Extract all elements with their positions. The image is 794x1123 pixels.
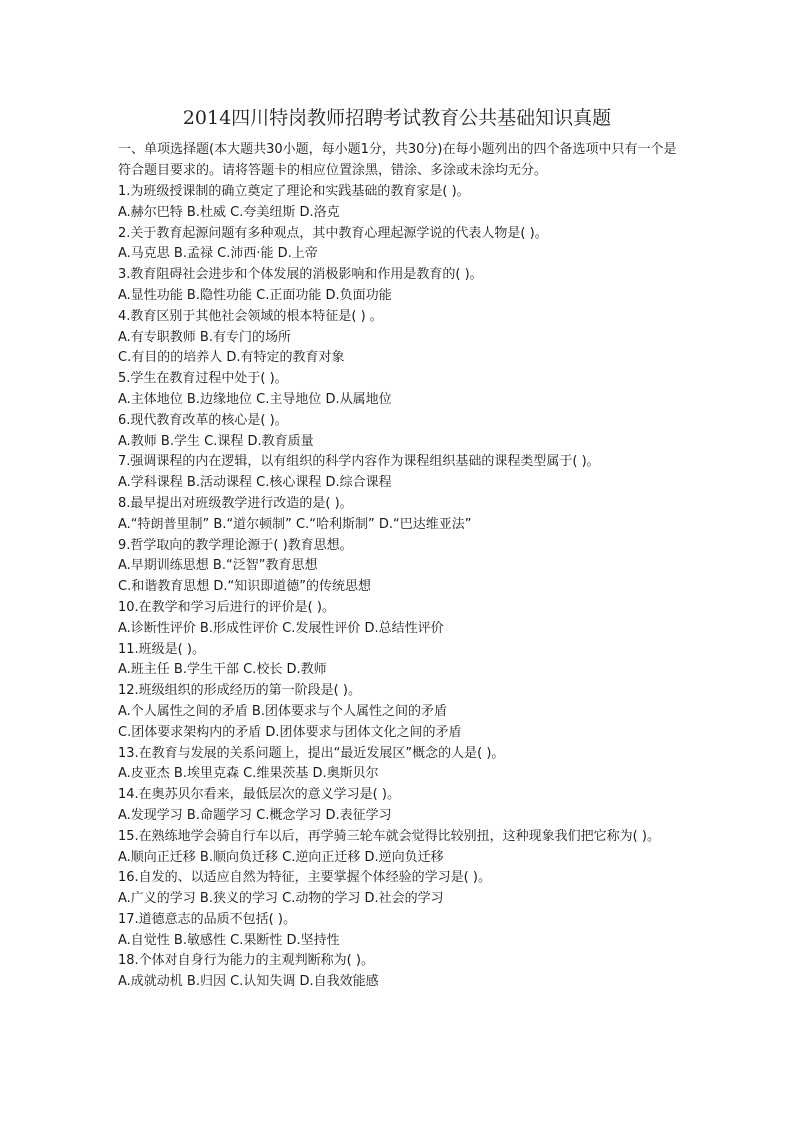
- question-item: [118, 785, 684, 827]
- question-item: [118, 452, 684, 494]
- question-item: [118, 265, 684, 307]
- question-item: [118, 494, 684, 536]
- question-stem: 3.教育阻碍社会进步和个体发展的消极影响和作用是教育的( )。: [118, 267, 483, 283]
- question-item: [118, 369, 684, 411]
- question-stem: 1.为班级授课制的确立奠定了理论和实践基础的教育家是( )。: [118, 184, 470, 199]
- question-stem: 8.最早提出对班级教学进行改造的是( )。: [118, 495, 353, 511]
- answer-options: A.顺向正迁移 B.顺向负迁移 C.逆向正迁移 D.逆向负迁移: [118, 849, 444, 865]
- question-item: [118, 951, 684, 993]
- question-item: [118, 598, 684, 640]
- document-title: 2014四川特岗教师招聘考试教育公共基础知识真题: [182, 107, 612, 129]
- answer-options: C.团体要求架构内的矛盾 D.团体要求与团体文化之间的矛盾: [118, 724, 462, 740]
- question-item: [118, 827, 684, 869]
- question-stem: 17.道德意志的品质不包括( )。: [118, 911, 296, 927]
- answer-options: A.“特朗普里制” B.“道尔顿制” C.“哈利斯制” D.“巴达维亚法”: [118, 516, 472, 532]
- answer-options: A.诊断性评价 B.形成性评价 C.发展性评价 D.总结性评价: [118, 620, 444, 636]
- answer-options: A.教师 B.学生 C.课程 D.教育质量: [118, 433, 314, 449]
- question-item: [118, 182, 684, 224]
- question-item: [118, 640, 684, 682]
- question-item: [118, 307, 684, 369]
- question-item: [118, 744, 684, 786]
- question-item: [118, 536, 684, 598]
- answer-options: A.早期训练思想 B.“泛智”教育思想: [118, 558, 318, 574]
- answer-options: A.班主任 B.学生干部 C.校长 D.教师: [118, 662, 327, 678]
- question-stem: 15.在熟练地学会骑自行车以后，再学骑三轮车就会觉得比较别扭，这种现象我们把它称为( )。: [118, 828, 660, 844]
- answer-options: A.学科课程 B.活动课程 C.核心课程 D.综合课程: [118, 475, 392, 491]
- answer-options: C.和谐教育思想 D.“知识即道德”的传统思想: [118, 579, 371, 595]
- answer-options: A.自觉性 B.敏感性 C.果断性 D.坚持性: [118, 932, 340, 948]
- question-stem: 9.哲学取向的教学理论源于( )教育思想。: [118, 537, 353, 553]
- question-item: [118, 411, 684, 453]
- answer-options: A.成就动机 B.归因 C.认知失调 D.自我效能感: [118, 974, 379, 990]
- answer-options: A.发现学习 B.命题学习 C.概念学习 D.表征学习: [118, 807, 392, 823]
- question-item: [118, 224, 684, 266]
- answer-options: A.马克思 B.孟禄 C.沛西·能 D.上帝: [118, 246, 318, 262]
- question-item: [118, 681, 684, 743]
- answer-options: A.主体地位 B.边缘地位 C.主导地位 D.从属地位: [118, 391, 392, 407]
- question-stem: 5.学生在教育过程中处于( )。: [118, 371, 288, 387]
- question-stem: 18.个体对自身行为能力的主观判断称为( )。: [118, 953, 374, 969]
- question-stem: 11.班级是( )。: [118, 641, 205, 657]
- question-list: [118, 182, 684, 993]
- question-stem: 4.教育区别于其他社会领域的根本特征是( ) 。: [118, 308, 383, 324]
- question-stem: 14.在奥苏贝尔看来，最低层次的意义学习是( )。: [118, 787, 400, 803]
- answer-options: A.显性功能 B.隐性功能 C.正面功能 D.负面功能: [118, 287, 392, 303]
- question-stem: 16.自发的、以适应自然为特征，主要掌握个体经验的学习是( )。: [118, 870, 491, 886]
- question-item: [118, 868, 684, 910]
- question-stem: 10.在教学和学习后进行的评价是( )。: [118, 599, 335, 615]
- question-stem: 7.强调课程的内在逻辑，以有组织的科学内容作为课程组织基础的课程类型属于( )。: [118, 454, 600, 470]
- answer-options: A.赫尔巴特 B.杜威 C.夸美纽斯 D.洛克: [118, 204, 340, 220]
- section-instructions: 一、单项选择题(本大题共30小题，每小题1分，共30分)在每小题列出的四个备选项中只有一个是符合题目要求的。请将答题卡的相应位置涂黑，错涂、多涂或未涂均无分。: [118, 142, 677, 178]
- answer-options: C.有目的的培养人 D.有特定的教育对象: [118, 350, 345, 366]
- answer-options: A.广义的学习 B.狭义的学习 C.动物的学习 D.社会的学习: [118, 891, 444, 907]
- question-item: [118, 910, 684, 952]
- answer-options: A.有专职教师 B.有专门的场所: [118, 329, 291, 345]
- answer-options: A.皮亚杰 B.埃里克森 C.维果茨基 D.奥斯贝尔: [118, 766, 379, 782]
- question-stem: 6.现代教育改革的核心是( )。: [118, 412, 288, 428]
- answer-options: A.个人属性之间的矛盾 B.团体要求与个人属性之间的矛盾: [118, 703, 447, 719]
- question-stem: 2.关于教育起源问题有多种观点，其中教育心理起源学说的代表人物是( )。: [118, 225, 548, 241]
- question-stem: 13.在教育与发展的关系问题上，提出“最近发展区”概念的人是( )。: [118, 745, 505, 761]
- question-stem: 12.班级组织的形成经历的第一阶段是( )。: [118, 683, 361, 699]
